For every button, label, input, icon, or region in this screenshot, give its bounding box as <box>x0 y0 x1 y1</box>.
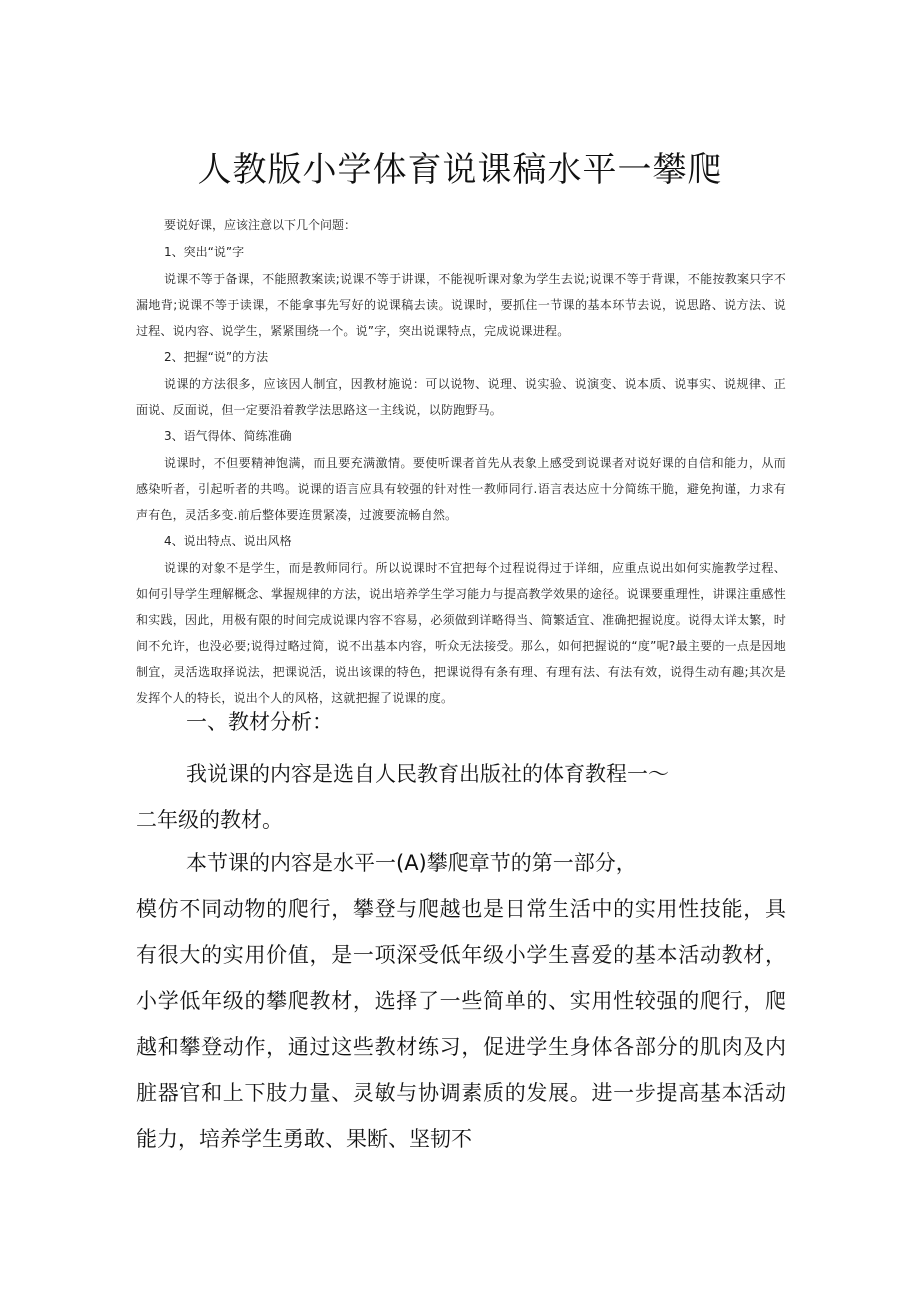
section-body-1: 说课不等于备课，不能照教案读;说课不等于讲课，不能视听课对象为学生去说;说课不等于背课，不能按教案只字不漏地背;说课不等于读课，不能拿事先写好的说课稿去读。说课时，要抓住一节课的基本环节去说，说思路、说方法、说过程、说内容、说学生，紧紧围绕一个。说”字，突出说课特点，完成说课进程。 <box>136 272 786 338</box>
section-body-3: 说课时，不但要精神饱满，而且要充满激情。要使听课者首先从表象上感受到说课者对说好课的自信和能力，从而感染听者，引起听者的共鸣。说课的语言应具有较强的针对性一教师同行.语言表达应十分简练干脆，避免拘谨，力求有声有色，灵活多变.前后整体要连贯紧凑，过渡要流畅自然。 <box>136 456 786 522</box>
section-body-2: 说课的方法很多，应该因人制宜，因教材施说：可以说物、说理、说实验、说演变、说本质、说事实、说规律、正面说、反面说，但一定要沿着教学法思路这一主线说，以防跑野马。 <box>136 377 786 417</box>
intro-lead: 要说好课，应该注意以下几个问题： <box>164 218 357 232</box>
main-paragraph-2 <box>136 840 786 1162</box>
section-heading-3: 3、语气得体、简练准确 <box>164 429 292 443</box>
intro-section <box>136 212 786 711</box>
section-heading-2: 2、把握“说”的方法 <box>164 350 269 364</box>
main-paragraph-1 <box>136 751 786 843</box>
document-title: 人教版小学体育说课稿水平一攀爬 <box>197 150 723 190</box>
main-paragraph-2-line-1: 本节课的内容是水平一(A)攀爬章节的第一部分， <box>186 851 637 875</box>
section-body-4: 说课的对象不是学生，而是教师同行。所以说课时不宜把每个过程说得过于详细，应重点说出如何实施教学过程、如何引导学生理解概念、掌握规律的方法，说出培养学生学习能力与提高教学效果的途径。说课要重理性，讲课注重感性和实践，因此，用极有限的时间完成说课内容不容易，必须做到详略得当、简繁适宜、准确把握说度。说得太详太繁，时间不允许，也没必要;说得过略过简，说不出基本内容，听众无法接受。那么，如何把握说的“度”呢?最主要的一点是因地制宜，灵活选取择说法，把课说活，说出该课的特色，把课说得有条有理、有理有法、有法有效，说得生动有趣;其次是发挥个人的特长，说出个人的风格，这就把握了说课的度。 <box>136 561 786 705</box>
section-heading-1: 1、突出“说”字 <box>164 245 245 259</box>
main-paragraph-1-line-1: 我说课的内容是选自人民教育出版社的体育教程一～ <box>186 762 669 786</box>
section-heading-4: 4、说出特点、说出风格 <box>164 534 292 548</box>
main-paragraph-1-line-2: 二年级的教材。 <box>136 808 283 832</box>
main-section-heading: 一、教材分析： <box>186 710 333 734</box>
main-paragraph-2-body: 模仿不同动物的爬行，攀登与爬越也是日常生活中的实用性技能，具有很大的实用价值，是一项深受低年级小学生喜爱的基本活动教材，小学低年级的攀爬教材，选择了一些简单的、实用性较强的爬行，爬越和攀登动作，通过这些教材练习，促进学生身体各部分的肌肉及内脏器官和上下肢力量、灵敏与协调素质的发展。进一步提高基本活动能力，培养学生勇敢、果断、坚韧不 <box>136 897 786 1151</box>
